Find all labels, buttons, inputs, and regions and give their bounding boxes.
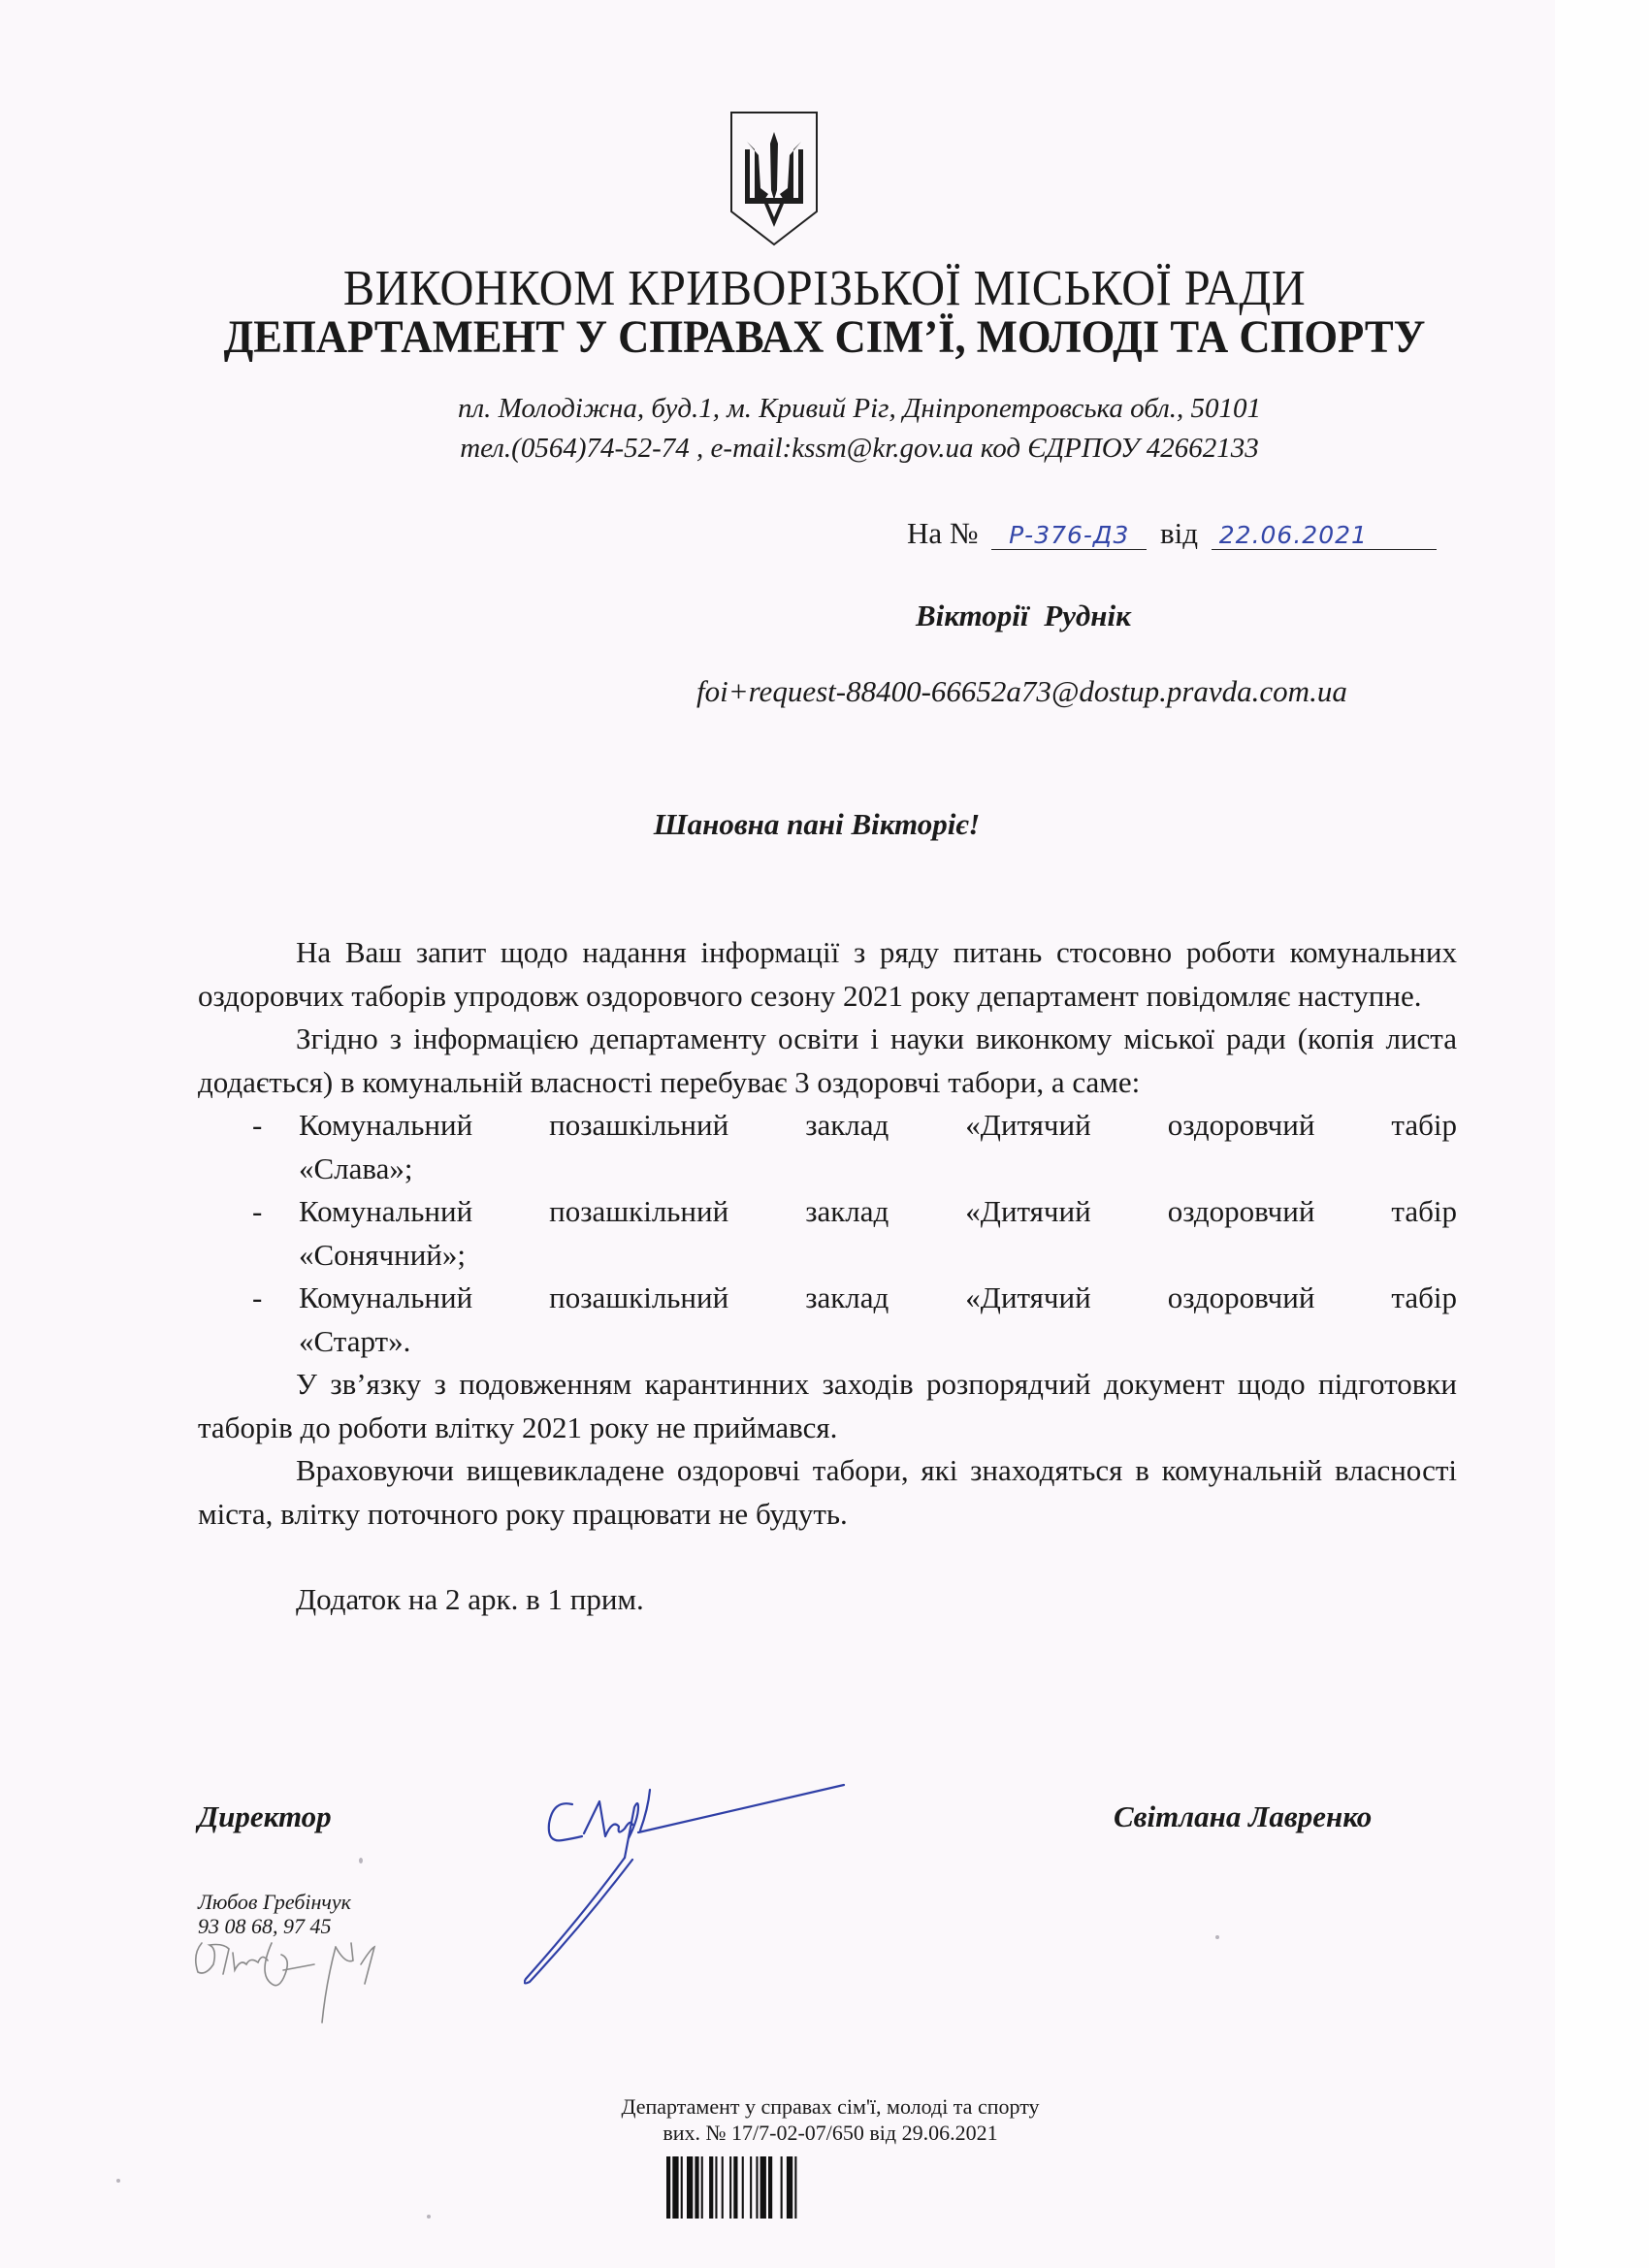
paragraph-3: У зв’язку з подовженням карантинних заходів розпорядчий документ щодо підготовки таборів до роботи влітку 2021 року не приймався. bbox=[198, 1367, 1457, 1444]
list-dash: - bbox=[252, 1108, 263, 1142]
registration-stamp-line-2: вих. № 17/7-02-07/650 від 29.06.2021 bbox=[663, 2121, 998, 2145]
org-line-2: ДЕПАРТАМЕНТ У СПРАВАХ СІМ’Ї, МОЛОДІ ТА СПОРТУ bbox=[223, 311, 1426, 363]
list-item bbox=[198, 1104, 1457, 1190]
barcode-icon bbox=[666, 2156, 846, 2219]
barcode-bar bbox=[760, 2156, 766, 2219]
recipient-name: Вікторії Руднік bbox=[916, 599, 1131, 632]
list-dash: - bbox=[252, 1194, 263, 1228]
paragraph-2: Згідно з інформацією департаменту освіти і науки виконкому міської ради (копія листа додається) в комунальній власності перебуває 3 оздоровчі табори, а саме: bbox=[198, 1021, 1457, 1099]
reference-line bbox=[907, 516, 1437, 551]
signatory-name: Світлана Лавренко bbox=[1114, 1799, 1373, 1833]
barcode-bar bbox=[722, 2156, 724, 2219]
list-item bbox=[198, 1277, 1457, 1363]
barcode-bar bbox=[701, 2156, 703, 2219]
barcode-bar bbox=[794, 2156, 796, 2219]
camps-list bbox=[198, 1104, 1457, 1363]
reference-from-label: від bbox=[1159, 516, 1199, 550]
barcode-bar bbox=[715, 2156, 717, 2219]
scan-speck bbox=[359, 1858, 363, 1863]
barcode-bar bbox=[781, 2156, 783, 2219]
address-line-2: тел.(0564)74-52-74 , e-mail:kssm@kr.gov.ua код ЄДРПОУ 42662133 bbox=[460, 433, 1259, 464]
scan-speck bbox=[427, 2215, 431, 2219]
barcode-bar bbox=[742, 2156, 744, 2219]
letter-body bbox=[198, 931, 1457, 1622]
camp-name: «Сонячний»; bbox=[299, 1237, 466, 1272]
salutation: Шановна пані Вікторіє! bbox=[653, 807, 981, 841]
paragraph-4: Враховуючи вищевикладене оздоровчі табори, які знаходяться в комунальній власності міста, влітку поточного року працювати не будуть. bbox=[198, 1453, 1457, 1531]
camp-name: «Слава»; bbox=[299, 1150, 413, 1185]
signatory-title: Директор bbox=[198, 1799, 332, 1833]
attachment-note: Додаток на 2 арк. в 1 прим. bbox=[296, 1582, 644, 1616]
camp-line-1: Комунальний позашкільний заклад «Дитячий оздоровчий табір bbox=[299, 1194, 1457, 1228]
barcode-bar bbox=[756, 2156, 758, 2219]
org-line-1: ВИКОНКОМ КРИВОРІЗЬКОЇ МІСЬКОЇ РАДИ bbox=[342, 261, 1307, 316]
barcode-bar bbox=[681, 2156, 683, 2219]
barcode-bar bbox=[729, 2156, 731, 2219]
scan-speck bbox=[1215, 1935, 1219, 1939]
reference-prefix: На № bbox=[907, 516, 979, 550]
recipient-email: foi+request-88400-66652a73@dostup.pravda.com.ua bbox=[696, 674, 1347, 708]
list-item bbox=[198, 1190, 1457, 1277]
barcode-bar bbox=[695, 2156, 698, 2219]
ukraine-trident-emblem-icon bbox=[729, 111, 819, 246]
handwritten-initials-icon bbox=[190, 1935, 394, 2027]
registration-stamp-line-1: Департамент у справах сім'ї, молоді та спорту bbox=[621, 2094, 1040, 2119]
scan-speck bbox=[116, 2179, 120, 2183]
camp-line-1: Комунальний позашкільний заклад «Дитячий оздоровчий табір bbox=[299, 1280, 1457, 1314]
executor-phones: 93 08 68, 97 45 bbox=[198, 1914, 332, 1938]
list-dash: - bbox=[252, 1280, 263, 1314]
paragraph-1: На Ваш запит щодо надання інформації з ряду питань стосовно роботи комунальних оздоровчих таборів упродовж оздоровчого сезону 2021 року департамент повідомляє наступне. bbox=[198, 935, 1457, 1013]
address-line-1: пл. Молодіжна, буд.1, м. Кривий Ріг, Дніпропетровська обл., 50101 bbox=[457, 393, 1262, 424]
barcode-bar bbox=[666, 2156, 670, 2219]
camp-line-1: Комунальний позашкільний заклад «Дитячий оздоровчий табір bbox=[299, 1108, 1457, 1142]
barcode-bar bbox=[672, 2156, 678, 2219]
executor-name: Любов Гребінчук bbox=[198, 1890, 351, 1914]
barcode-bar bbox=[787, 2156, 792, 2219]
reference-date-handwritten: 22.06.2021 bbox=[1212, 521, 1437, 550]
barcode-bar bbox=[733, 2156, 737, 2219]
camp-name: «Старт». bbox=[299, 1323, 411, 1358]
reference-number-handwritten: Р-376-Д3 bbox=[991, 521, 1147, 550]
barcode-bar bbox=[709, 2156, 713, 2219]
barcode-bar bbox=[687, 2156, 693, 2219]
barcode-bar bbox=[750, 2156, 752, 2219]
barcode-bar bbox=[768, 2156, 772, 2219]
handwritten-signature-icon bbox=[524, 1780, 854, 1993]
